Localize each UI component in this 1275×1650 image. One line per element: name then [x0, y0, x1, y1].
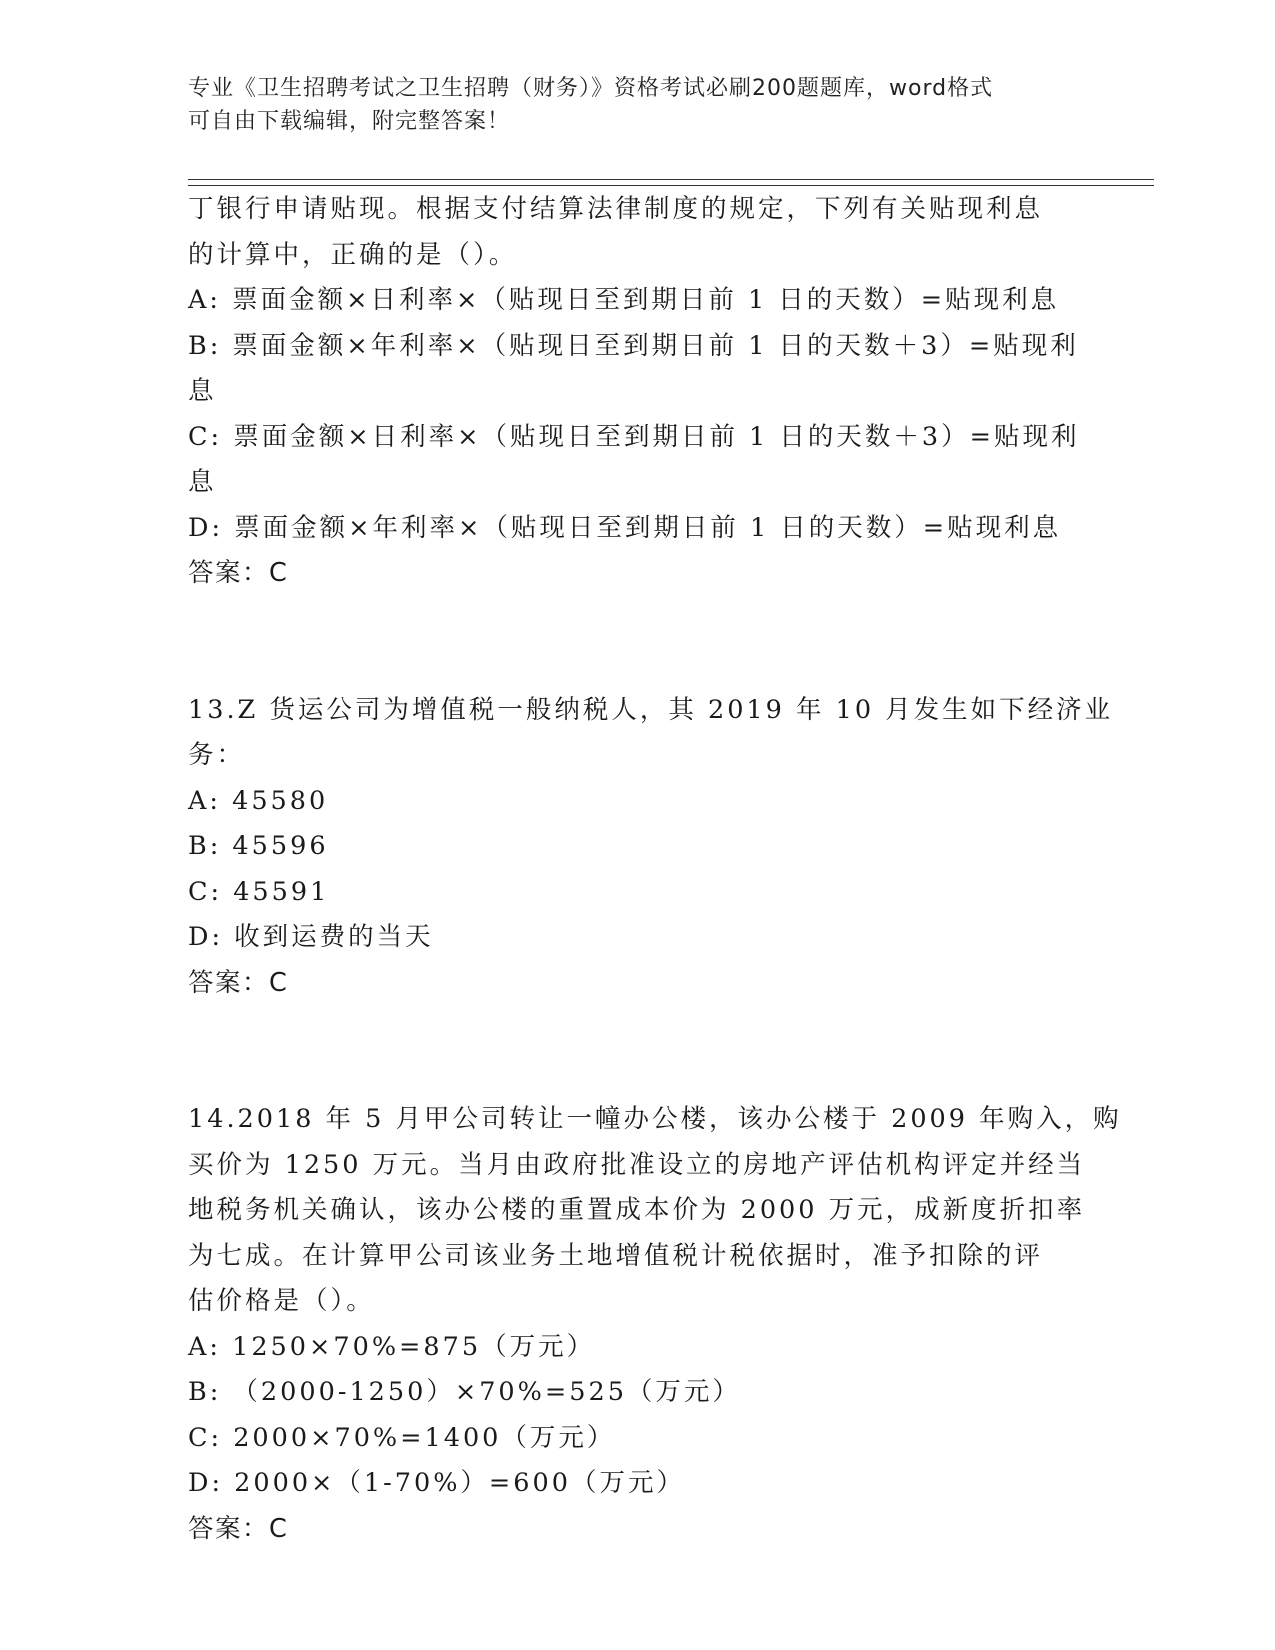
question-text-line: 务： [188, 740, 246, 770]
option-a: A: 1250×70%=875（万元） [188, 1331, 596, 1362]
option-d: D: 收到运费的当天 [188, 922, 434, 952]
option-b: B: （2000-1250）×70%=525（万元） [188, 1377, 741, 1407]
option-d: D: 票面金额×年利率×（贴现日至到期日前 1 日的天数）=贴现利息 [188, 512, 1062, 543]
question-text-line: 估价格是（）。 [188, 1286, 375, 1316]
question-text-line: 丁银行申请贴现。根据支付结算法律制度的规定，下列有关贴现利息 [188, 194, 1044, 224]
question-text-line: 地税务机关确认，该办公楼的重置成本价为 2000 万元，成新度折扣率 [188, 1195, 1086, 1225]
option-c: C: 45591 [188, 876, 330, 907]
header-divider-bottom [188, 185, 1154, 186]
question-text-line: 买价为 1250 万元。当月由政府批准设立的房地产评估机构评定并经当 [188, 1149, 1086, 1180]
header-title-line-2: 可自由下载编辑，附完整答案！ [188, 109, 511, 134]
option-c: C: 票面金额×日利率×（贴现日至到期日前 1 日的天数＋3）=贴现利 [188, 421, 1080, 452]
question-12 [188, 187, 1080, 597]
question-14 [188, 1097, 1122, 1552]
answer-label: 答案：C [188, 1513, 289, 1544]
option-b: B: 票面金额×年利率×（贴现日至到期日前 1 日的天数＋3）=贴现利 [188, 330, 1079, 361]
option-c-continued: 息 [188, 467, 217, 497]
question-text-line: 为七成。在计算甲公司该业务土地增值税计税依据时，准予扣除的评 [188, 1240, 1044, 1271]
question-text-line: 13.Z 货运公司为增值税一般纳税人，其 2019 年 10 月发生如下经济业 [188, 694, 1114, 725]
option-a: A: 票面金额×日利率×（贴现日至到期日前 1 日的天数）=贴现利息 [188, 285, 1060, 315]
answer-label: 答案：C [188, 967, 289, 998]
question-text-line: 14.2018 年 5 月甲公司转让一幢办公楼，该办公楼于 2009 年购入，购 [188, 1104, 1122, 1134]
header-divider-top [188, 179, 1154, 180]
option-b: B: 45596 [188, 831, 329, 861]
option-a: A: 45580 [188, 785, 329, 816]
option-b-continued: 息 [188, 376, 217, 406]
header-title-line-1: 专业《卫生招聘考试之卫生招聘（财务）》资格考试必刷200题题库，word格式 [188, 76, 994, 101]
option-c: C: 2000×70%=1400（万元） [188, 1422, 616, 1453]
answer-label: 答案：C [188, 558, 289, 588]
option-d: D: 2000×（1-70%）=600（万元） [188, 1468, 685, 1498]
document-header [188, 72, 1068, 138]
document-body [188, 187, 1122, 1552]
question-text-line: 的计算中，正确的是（）。 [188, 239, 518, 270]
question-13 [188, 688, 1114, 1007]
